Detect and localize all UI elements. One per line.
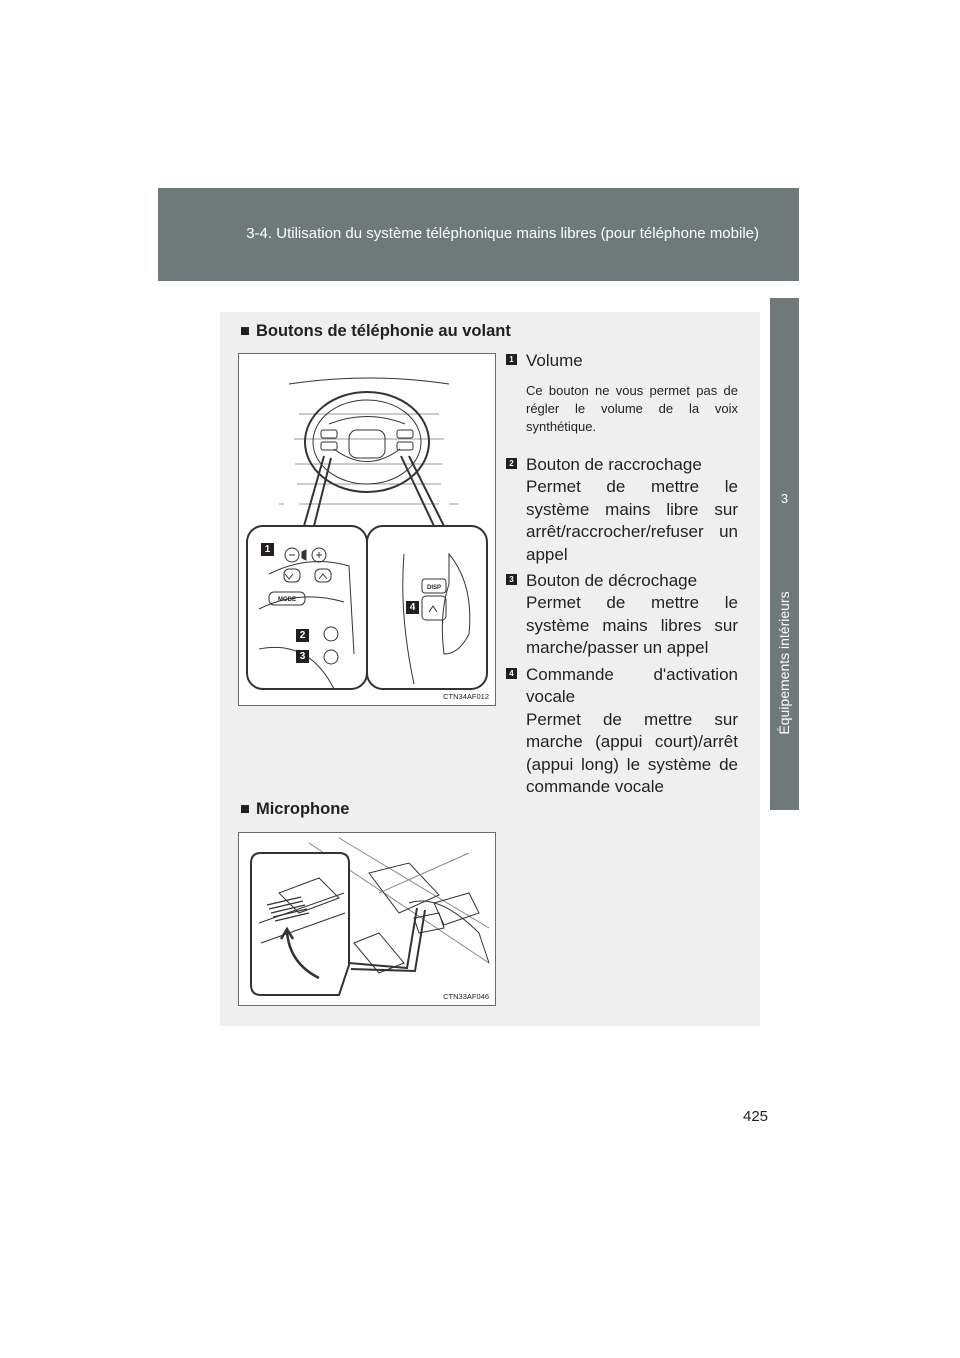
item-heading: Volume: [526, 351, 583, 370]
chapter-tab: [770, 298, 799, 810]
figure-code: CTN33AF046: [443, 992, 489, 1001]
steering-wheel-drawing: [239, 354, 495, 705]
mode-button-label: MODE: [278, 597, 296, 603]
list-item-pick-up: [504, 570, 738, 660]
figure-code: CTN34AF012: [443, 692, 489, 701]
item-text: Permet de mettre sur marche (appui court)/arrêt (appui long) le système de commande vocale: [526, 709, 738, 796]
item-number-badge: 1: [506, 354, 517, 365]
steering-wheel-illustration: [238, 353, 496, 706]
callout-3: 3: [296, 650, 309, 663]
chapter-number: 3: [780, 491, 789, 506]
square-bullet-icon: ■: [240, 322, 250, 340]
callout-1: 1: [261, 543, 274, 556]
item-heading: Bouton de décrochage: [526, 571, 698, 590]
disp-button-label: DISP: [426, 585, 442, 591]
section-title-text: Microphone: [255, 800, 350, 818]
section-title-steering: [240, 322, 511, 341]
item-heading: Bouton de raccrochage: [526, 455, 702, 474]
item-text: Permet de mettre le système mains libres sur marche/passer un appel: [526, 593, 738, 657]
microphone-illustration: [238, 832, 496, 1006]
page-header: [158, 188, 799, 281]
list-item-hang-up: [504, 454, 738, 566]
microphone-drawing: [239, 833, 495, 1005]
item-text: Permet de mettre le système mains libre sur arrêt/raccrocher/refuser un appel: [526, 477, 738, 564]
section-title-microphone: [240, 800, 349, 819]
item-note: Ce bouton ne vous permet pas de régler le volume de la voix synthétique.: [526, 383, 738, 434]
list-item-voice-command: [504, 664, 738, 799]
item-heading: Commande d'activation vocale: [526, 664, 738, 706]
chapter-label: Équipements intérieurs: [776, 591, 792, 735]
item-number-badge: 3: [506, 574, 517, 585]
page-number: 425: [743, 1108, 769, 1125]
item-number-badge: 4: [506, 668, 517, 679]
callout-4: 4: [406, 601, 419, 614]
list-item-volume: [504, 350, 738, 436]
description-list: [504, 350, 738, 799]
item-number-badge: 2: [506, 458, 517, 469]
callout-2: 2: [296, 629, 309, 642]
square-bullet-icon: ■: [240, 800, 250, 818]
section-title-text: Boutons de téléphonie au volant: [255, 322, 511, 340]
header-title: 3-4. Utilisation du système téléphonique mains libres (pour téléphone mobile): [246, 225, 759, 242]
